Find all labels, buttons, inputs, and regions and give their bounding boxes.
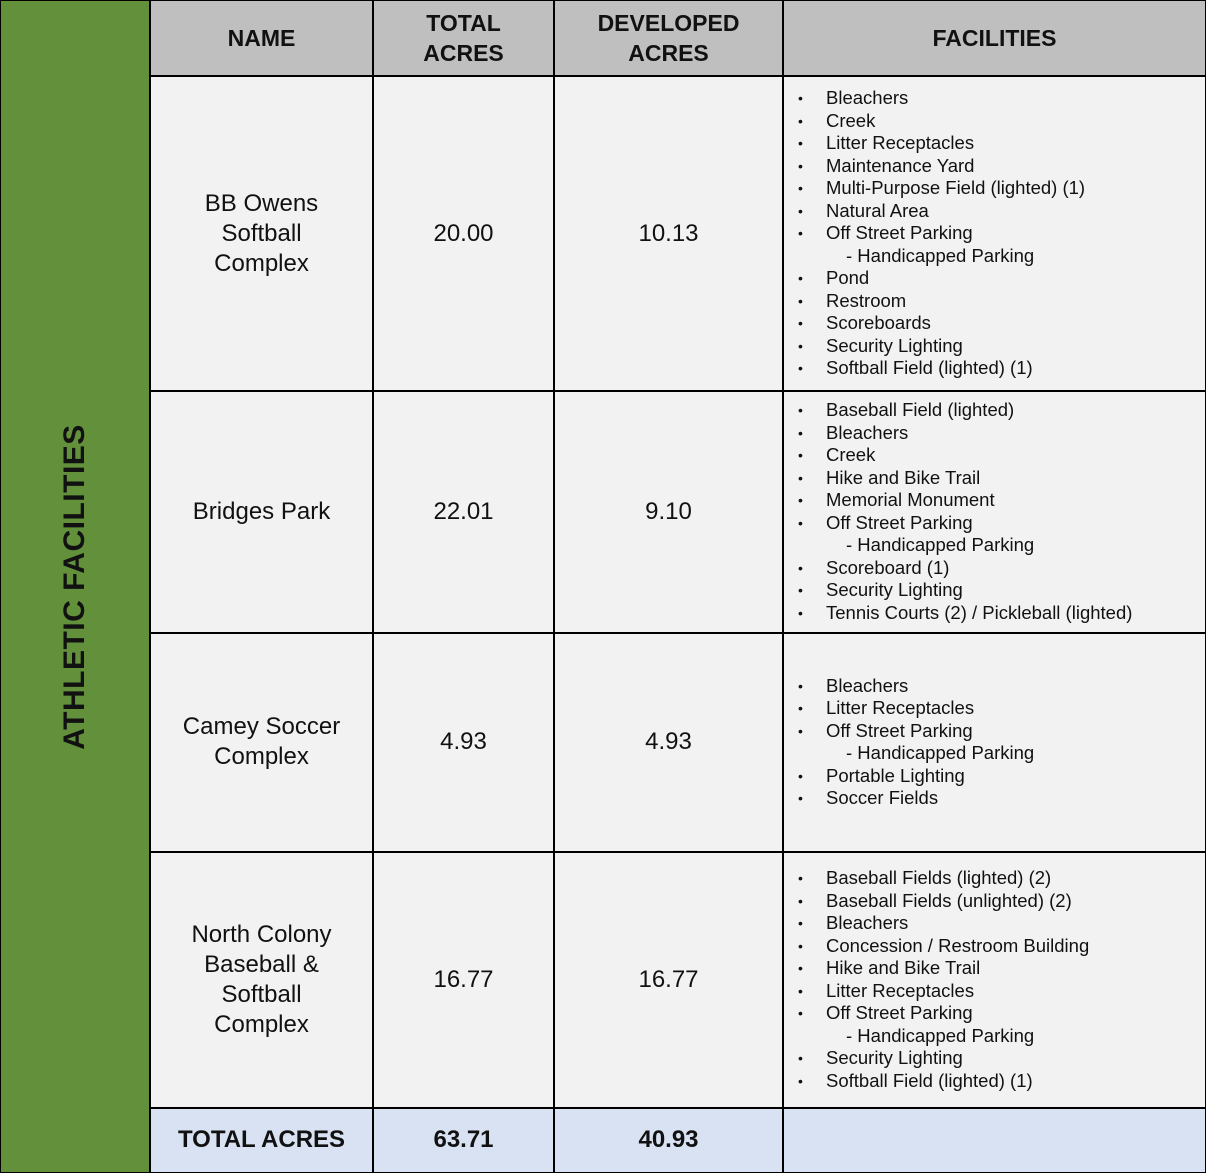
facility-item: • Scoreboards — [798, 312, 1205, 335]
header-name: NAME — [151, 1, 373, 76]
facility-item: • Creek — [798, 110, 1205, 133]
facility-name — [151, 76, 373, 391]
facility-item: • Off Street Parking — [798, 222, 1205, 245]
facility-name-line: Camey Soccer — [182, 713, 341, 741]
facility-item: • Memorial Monument — [798, 489, 1205, 512]
facilities-list — [798, 675, 1205, 810]
facility-item: • Concession / Restroom Building — [798, 935, 1205, 958]
facilities-list — [798, 399, 1205, 624]
facility-item: • Multi-Purpose Field (lighted) (1) — [798, 177, 1205, 200]
facility-name-line: Complex — [214, 249, 309, 277]
total-facilities-empty — [783, 1108, 1205, 1172]
facilities-list — [798, 87, 1205, 380]
facility-item: • Softball Field (lighted) (1) — [798, 357, 1205, 380]
developed-acres-sum: 40.93 — [554, 1108, 783, 1172]
facility-name — [151, 852, 373, 1108]
header-developed-acres: DEVELOPED ACRES — [554, 1, 783, 76]
facility-item: • Litter Receptacles — [798, 980, 1205, 1003]
facility-name-line: Softball — [221, 980, 302, 1008]
total-acres: 22.01 — [373, 391, 554, 633]
facility-item: • Off Street Parking — [798, 720, 1205, 743]
facility-item: • Soccer Fields — [798, 787, 1205, 810]
facility-item: • Hike and Bike Trail — [798, 957, 1205, 980]
facility-item: • Bleachers — [798, 87, 1205, 110]
facility-item: • Tennis Courts (2) / Pickleball (lighted) — [798, 602, 1205, 625]
facilities-cell — [783, 852, 1205, 1108]
facility-item: • Off Street Parking — [798, 1002, 1205, 1025]
total-row — [151, 1108, 1205, 1172]
facility-name-line: Complex — [214, 743, 309, 771]
facility-sub-item: - Handicapped Parking — [846, 742, 1035, 764]
facility-item: • Baseball Field (lighted) — [798, 399, 1205, 422]
section-sidebar — [1, 1, 151, 1172]
facility-item: • Restroom — [798, 290, 1205, 313]
total-acres: 20.00 — [373, 76, 554, 391]
facility-name-line: Bridges Park — [192, 497, 331, 525]
facility-item: • Softball Field (lighted) (1) — [798, 1070, 1205, 1093]
facilities-cell — [783, 76, 1205, 391]
total-acres: 16.77 — [373, 852, 554, 1108]
facility-item: • Portable Lighting — [798, 765, 1205, 788]
facility-item: • Security Lighting — [798, 579, 1205, 602]
total-acres: 4.93 — [373, 633, 554, 852]
facility-item: • Scoreboard (1) — [798, 557, 1205, 580]
table-row — [151, 852, 1205, 1108]
facility-item: • Maintenance Yard — [798, 155, 1205, 178]
facility-item: • Creek — [798, 444, 1205, 467]
table-row — [151, 391, 1205, 633]
total-label: TOTAL ACRES — [151, 1108, 373, 1172]
table-row — [151, 76, 1205, 391]
table-row — [151, 633, 1205, 852]
facility-item: • Pond — [798, 267, 1205, 290]
facility-item: • Natural Area — [798, 200, 1205, 223]
facility-item: • Litter Receptacles — [798, 697, 1205, 720]
facilities-cell — [783, 633, 1205, 852]
facility-name-line: BB Owens — [204, 189, 319, 217]
facility-item: • Baseball Fields (lighted) (2) — [798, 867, 1205, 890]
header-facilities: FACILITIES — [783, 1, 1205, 76]
facility-name-line: Softball — [221, 219, 302, 247]
facility-item: • Security Lighting — [798, 335, 1205, 358]
facility-name-line: Complex — [214, 1010, 309, 1038]
developed-acres: 16.77 — [554, 852, 783, 1108]
facility-sub-item: - Handicapped Parking — [846, 534, 1035, 556]
developed-acres: 9.10 — [554, 391, 783, 633]
facility-sub-item: - Handicapped Parking — [846, 244, 1035, 266]
facilities-table — [151, 1, 1205, 1172]
facility-name — [151, 391, 373, 633]
facility-item: • Bleachers — [798, 912, 1205, 935]
facility-item: • Bleachers — [798, 422, 1205, 445]
facility-item: • Off Street Parking — [798, 512, 1205, 535]
facility-item: • Security Lighting — [798, 1047, 1205, 1070]
facilities-cell — [783, 391, 1205, 633]
facility-item: • Hike and Bike Trail — [798, 467, 1205, 490]
developed-acres: 4.93 — [554, 633, 783, 852]
facility-item: • Baseball Fields (unlighted) (2) — [798, 890, 1205, 913]
header-row — [151, 1, 1205, 76]
section-title: ATHLETIC FACILITIES — [58, 423, 91, 750]
total-acres-sum: 63.71 — [373, 1108, 554, 1172]
facility-name-line: Baseball & — [204, 950, 319, 978]
header-total-acres: TOTAL ACRES — [373, 1, 554, 76]
developed-acres: 10.13 — [554, 76, 783, 391]
facility-item: • Litter Receptacles — [798, 132, 1205, 155]
facility-name-line: North Colony — [191, 920, 332, 948]
facilities-list — [798, 867, 1205, 1092]
facility-name — [151, 633, 373, 852]
facility-sub-item: - Handicapped Parking — [846, 1024, 1035, 1046]
facility-item: • Bleachers — [798, 675, 1205, 698]
